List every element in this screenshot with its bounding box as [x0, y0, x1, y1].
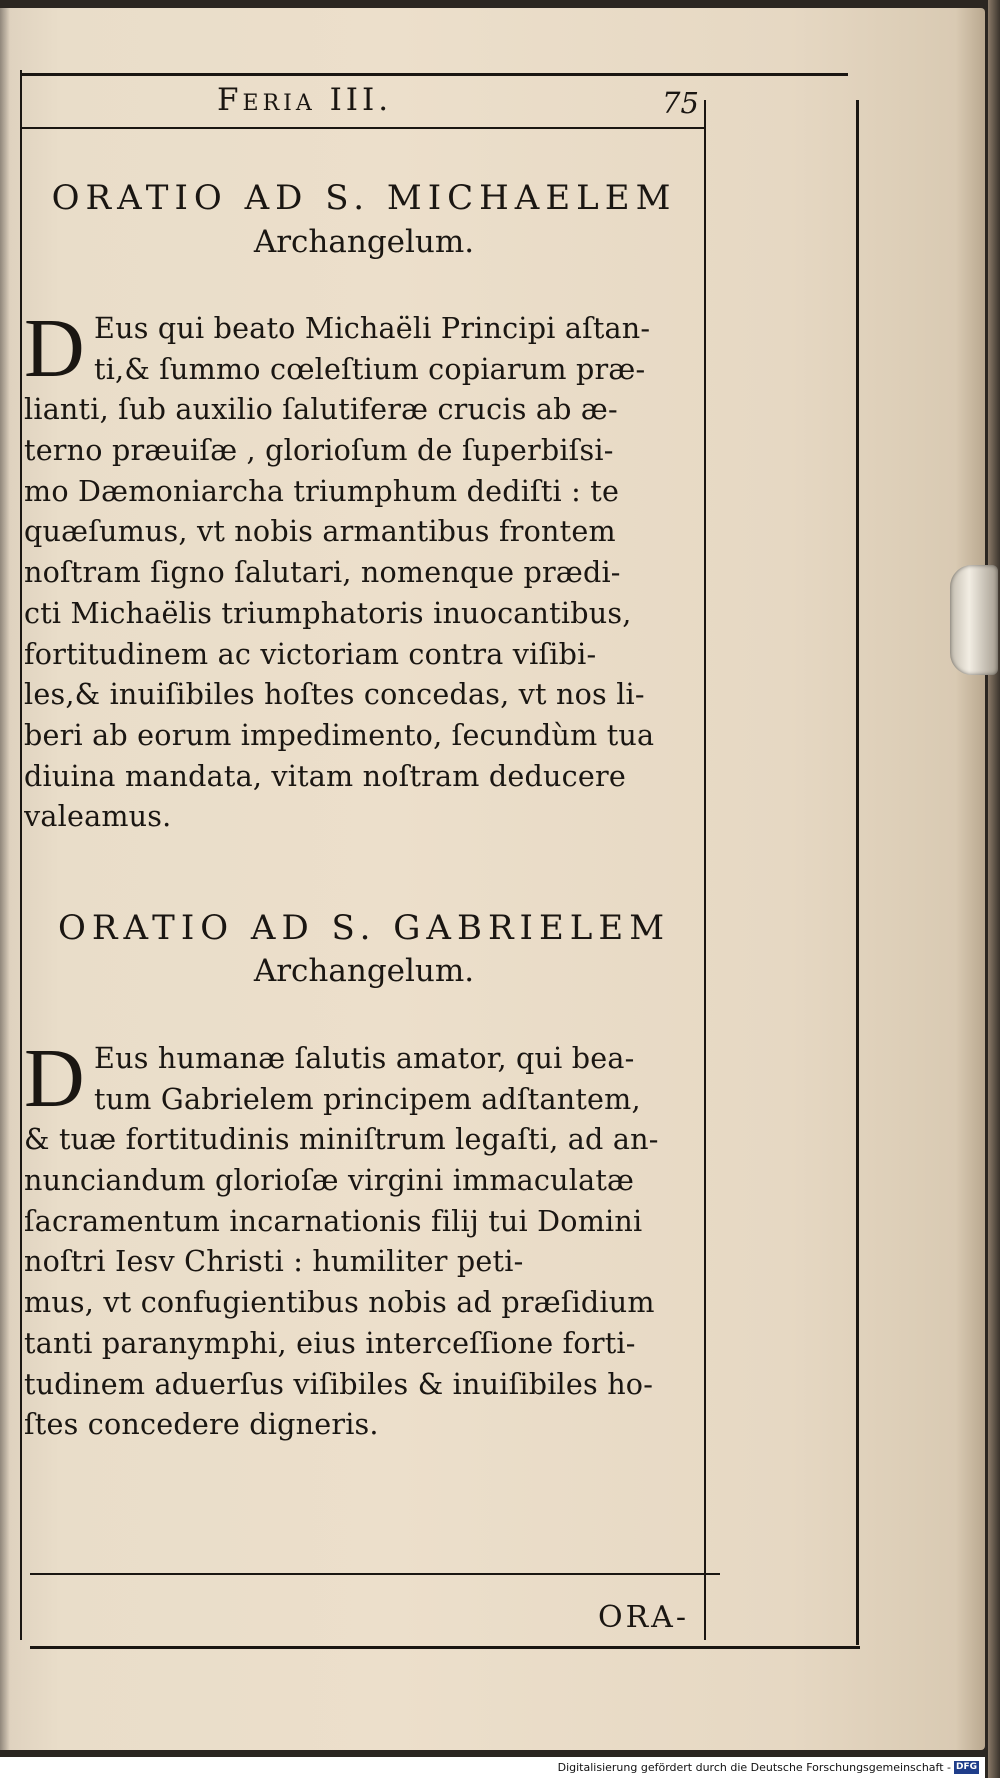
- book-edge: [988, 0, 1000, 1778]
- text-line: beri ab eorum impedimento, ſecundùm tua: [24, 717, 655, 752]
- text-line: tum Gabrielem principem adſtantem,: [94, 1081, 641, 1116]
- drop-cap: D: [24, 1032, 85, 1125]
- digitization-footer: [0, 1757, 985, 1778]
- text-line: lianti, ſub auxilio ſalutiferæ crucis ab æ-: [24, 392, 618, 427]
- text-line: fortitudinem ac victoriam contra viſibi-: [24, 636, 597, 671]
- section-subheading: Archangelum.: [253, 953, 475, 989]
- section-subheading: Archangelum.: [253, 224, 475, 260]
- drop-cap: D: [24, 302, 85, 395]
- frame-rule-top-outer: [22, 73, 848, 76]
- dfg-logo: DFG: [955, 1762, 977, 1772]
- frame-rule-bottom-inner: [30, 1573, 720, 1575]
- text-line: Eus humanæ ſalutis amator, qui bea-: [94, 1041, 635, 1075]
- text-line: noſtram ſigno ſalutari, nomenque prædi-: [24, 555, 621, 590]
- text-line: valeamus.: [24, 799, 172, 834]
- text-line: tudinem aduerſus viſibiles & inuiſibiles ho-: [24, 1366, 654, 1401]
- text-line: nunciandum glorioſæ virgini immaculatæ: [24, 1163, 635, 1198]
- text-line: diuina mandata, vitam noſtram deducere: [24, 758, 626, 793]
- page-number: 75: [662, 86, 699, 120]
- section-heading: ORATIO AD S. MICHAELEM: [51, 178, 677, 218]
- text-line: tanti paranymphi, eius interceſſione forti-: [24, 1325, 636, 1360]
- text-line: & tuæ fortitudinis miniſtrum legaſti, ad an-: [24, 1122, 659, 1157]
- book-clasp: [950, 565, 998, 675]
- text-line: Eus qui beato Michaëli Principi aſtan-: [94, 311, 651, 345]
- text-line: les,& inuiſibiles hoſtes concedas, vt nos li-: [24, 677, 645, 712]
- text-line: ſtes concedere digneris.: [24, 1407, 379, 1442]
- paper-sheet: [0, 8, 985, 1750]
- text-line: quæſumus, vt nobis armantibus frontem: [24, 514, 616, 549]
- text-line: cti Michaëlis triumphatoris inuocantibus,: [24, 595, 632, 630]
- catchword: ORA-: [598, 1600, 689, 1635]
- text-line: noſtri Iesv Christi : humiliter peti-: [24, 1244, 524, 1279]
- prayer-paragraph: [24, 1032, 706, 1445]
- frame-rule-outer-right: [856, 100, 859, 1645]
- text-line: mus, vt confugientibus nobis ad præſidium: [24, 1285, 655, 1320]
- binding-shadow: [0, 8, 10, 1750]
- text-line: mo Dæmoniarcha triumphum dediſti : te: [24, 473, 620, 508]
- prayer-paragraph: [24, 302, 706, 837]
- text-line: ti,& ſummo cœleſtium copiarum præ-: [94, 351, 646, 386]
- text-line: terno præuiſæ , glorioſum de ſuperbiſsi-: [24, 433, 614, 468]
- section-heading: ORATIO AD S. GABRIELEM: [57, 908, 671, 948]
- frame-rule-left: [20, 70, 22, 1640]
- running-head: [22, 82, 712, 124]
- footer-credit: Digitalisierung gefördert durch die Deutsche Forschungsgemeinschaft -: [557, 1761, 951, 1774]
- frame-rule-top-inner: [22, 127, 706, 129]
- text-line: ſacramentum incarnationis filij tui Domini: [24, 1203, 643, 1238]
- frame-rule-bottom-outer: [30, 1646, 860, 1649]
- running-title: Feria III.: [217, 82, 393, 118]
